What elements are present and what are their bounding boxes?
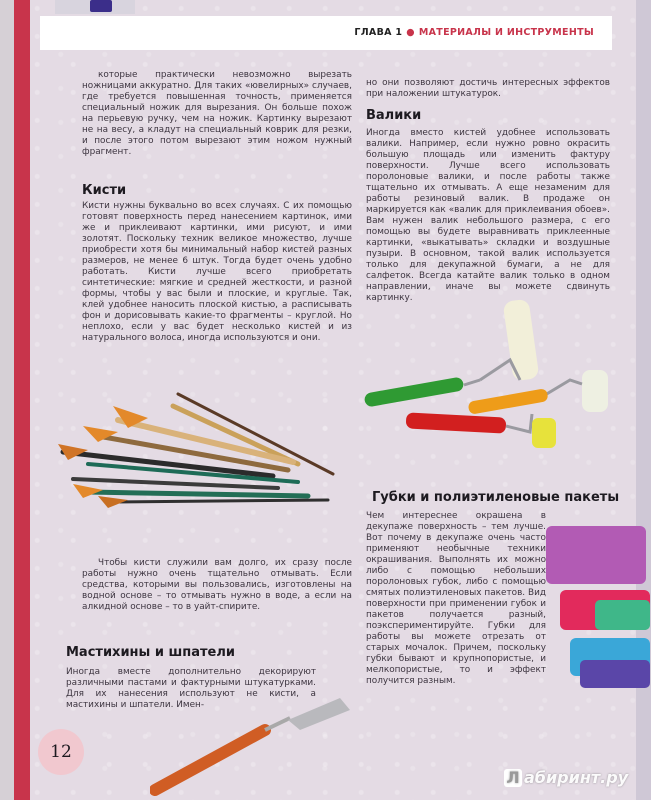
top-blue-object bbox=[90, 0, 112, 12]
brush-care-paragraph: Чтобы кисти служили вам долго, их сразу после работы нужно очень тщательно отмывать. Если средства, которыми вы пользовались, изготовлены на водной основе – то отмывать нужно в воде, а если на алкидной основе – то в уайт-спирите. bbox=[82, 558, 352, 612]
spatulas-paragraph: Иногда вместе дополнительно декорируют различными пастами и фактурными штукатурками. Для их нанесения используют не кисти, а мастихины и шпатели. Имен- bbox=[66, 667, 316, 710]
right-intro-paragraph: но они позволяют достичь интересных эффектов при наложении штукатурок. bbox=[366, 78, 610, 99]
brushes-paragraph: Кисти нужны буквально во всех случаях. С их помощью готовят поверхность перед нанесением картинок, ими же и приклеивают картинки, ими рисуют, и ими золотят. Поскольку техник великое множество, лучше приобрести хотя бы минимальный набор кистей разных размеров, не менее 6 штук. Тогда будет очень удобно работать. Кисти лучше всего приобретать синтетические: мягкие и средней жесткости, и разной формы, чтобы у вас были и плоские, и круглые. Так, клей удобнее наносить плоской кистью, а расписывать фон и дорисовывать какие-то фрагменты – круглой. Но неплохо, если у вас будет несколько кистей и из натурального волоса, иногда используются и они. bbox=[82, 201, 352, 343]
chapter-header bbox=[40, 16, 612, 50]
page-number: 12 bbox=[38, 729, 84, 775]
chapter-number: ГЛАВА 1 bbox=[354, 27, 403, 38]
watermark-text: абиринт.ру bbox=[524, 768, 629, 787]
red-page-band bbox=[14, 0, 30, 800]
rollers-heading: Валики bbox=[366, 108, 422, 123]
labirint-watermark bbox=[504, 768, 628, 787]
rollers-photo bbox=[360, 290, 620, 450]
brushes-heading: Кисти bbox=[82, 183, 127, 198]
rollers-paragraph: Иногда вместо кистей удобнее использовать валики. Например, если нужно ровно окрасить большую площадь или изменить фактуру поверхности. Лучше всего использовать поролоновые валики, и после работы также тщательно их отмывать. А еще незаменим для работы резиновый валик. В продаже он маркируется как «валик для приклеивания обоев». Вам нужен валик небольшого размера, с его помощью вы будете выравнивать приклеенные картинки, «выкатывать» складки и воздушные пузыри. В основном, такой валик используется только для декупажной бумаги, а не для салфеток. Всегда катайте валик только в одном направлении, иначе вы можете сдвинуть картинку. bbox=[366, 128, 610, 303]
palette-knife-photo bbox=[150, 690, 355, 800]
chapter-header-text bbox=[354, 27, 594, 38]
brushes-photo bbox=[58, 384, 340, 514]
labirint-logo-icon: Л bbox=[504, 769, 522, 787]
sponges-heading: Губки и полиэтиленовые пакеты bbox=[372, 490, 620, 505]
spatulas-heading: Мастихины и шпатели bbox=[66, 645, 235, 660]
sponges-photo bbox=[540, 520, 650, 700]
sponges-paragraph: Чем интереснее окрашена в декупаже поверхность – тем лучше. Вот почему в декупаже очень часто применяют необычные техники окрашивания. Выполнять их можно либо с помощью небольших поролоновых губок, либо с помощью смятых полиэтиленовых пакетов. Вид поверхности при применении губок и пакетов получается разный, поэкспериментируйте. Губки для работы вы можете отрезать от старых мочалок. Причем, поскольку губки бывают и крупнопористые, и мелкопористые, то и эффект получится разным. bbox=[366, 511, 546, 686]
chapter-title: МАТЕРИАЛЫ И ИНСТРУМЕНТЫ bbox=[418, 27, 594, 38]
left-intro-paragraph: которые практически невозможно вырезать ножницами аккуратно. Для таких «ювелирных» случаев, где требуется повышенная точность, применяется специальный ножик для вырезания. Он больше похож на перьевую ручку, чем на ножик. Картинку вырезают не на весу, а кладут на специальный коврик для резки, и после этого потом вырезают этим ножом нужный фрагмент. bbox=[82, 70, 352, 157]
bullet-icon: ● bbox=[406, 27, 415, 38]
